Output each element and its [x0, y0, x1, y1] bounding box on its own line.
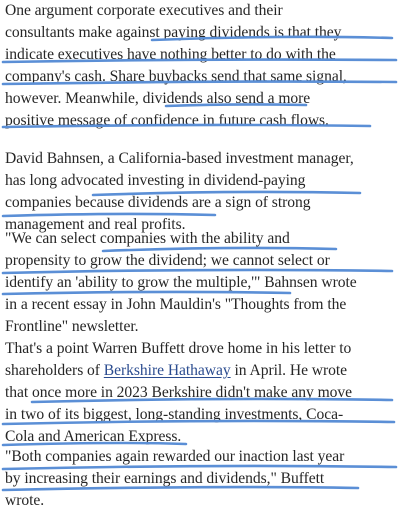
highlight-mark	[103, 248, 336, 251]
highlight-mark	[3, 270, 392, 273]
text-line: propensity to grow the dividend; we cannot select or	[5, 252, 330, 269]
text-line: consultants make against paying dividends is that they	[5, 24, 342, 41]
text-line: That's a point Warren Buffett drove home in his letter to	[5, 340, 352, 357]
text-line: in a recent essay in John Mauldin's "Thoughts from the	[5, 296, 347, 313]
text-line: identify an 'ability to grow the multiple,'" Bahnsen wrote	[5, 274, 357, 291]
highlight-mark	[3, 214, 215, 216]
highlight-mark	[3, 487, 358, 490]
highlight-mark	[3, 466, 396, 469]
highlight-mark	[3, 443, 186, 445]
highlight-mark	[93, 192, 360, 195]
text-line: "Both companies again rewarded our inaction last year	[5, 448, 345, 465]
text-line: companies because dividends are a sign of strong	[5, 194, 311, 211]
text-segment: in April. He wrote	[230, 362, 348, 379]
highlight-mark	[166, 104, 306, 106]
text-line: in two of its biggest, long-standing investments, Coca-	[5, 406, 344, 423]
text-line: by increasing their earnings and dividends," Buffett	[5, 470, 325, 487]
text-line: David Bahnsen, a California-based investment manager,	[5, 150, 354, 167]
text-line: management and real profits.	[5, 216, 186, 233]
highlight-mark	[32, 399, 392, 402]
highlight-mark	[3, 82, 396, 84]
highlight-mark	[3, 292, 290, 294]
berkshire-hathaway-link[interactable]: Berkshire Hathaway	[103, 362, 231, 379]
highlight-mark	[3, 421, 394, 424]
text-line: positive message of confidence in future cash flows.	[5, 112, 329, 129]
text-line: Cola and American Express.	[5, 428, 182, 445]
text-line: Frontline" newsletter.	[5, 318, 139, 335]
highlight-mark	[3, 125, 370, 127]
text-line: "We can select companies with the ability and	[5, 230, 290, 247]
highlight-mark	[152, 37, 392, 40]
text-line: wrote.	[5, 492, 45, 509]
text-line: that once more in 2023 Berkshire didn't make any move	[5, 384, 353, 401]
text-line: One argument corporate executives and their	[5, 2, 283, 19]
text-line: however. Meanwhile, dividends also send a more	[5, 90, 311, 107]
text-line: indicate executives have nothing better to do with the	[5, 46, 336, 63]
highlight-mark	[3, 60, 396, 62]
text-segment: shareholders of	[5, 362, 104, 379]
text-line: company's cash. Share buybacks send that same signal,	[5, 68, 347, 85]
text-line: has long advocated investing in dividend-paying	[5, 172, 306, 189]
